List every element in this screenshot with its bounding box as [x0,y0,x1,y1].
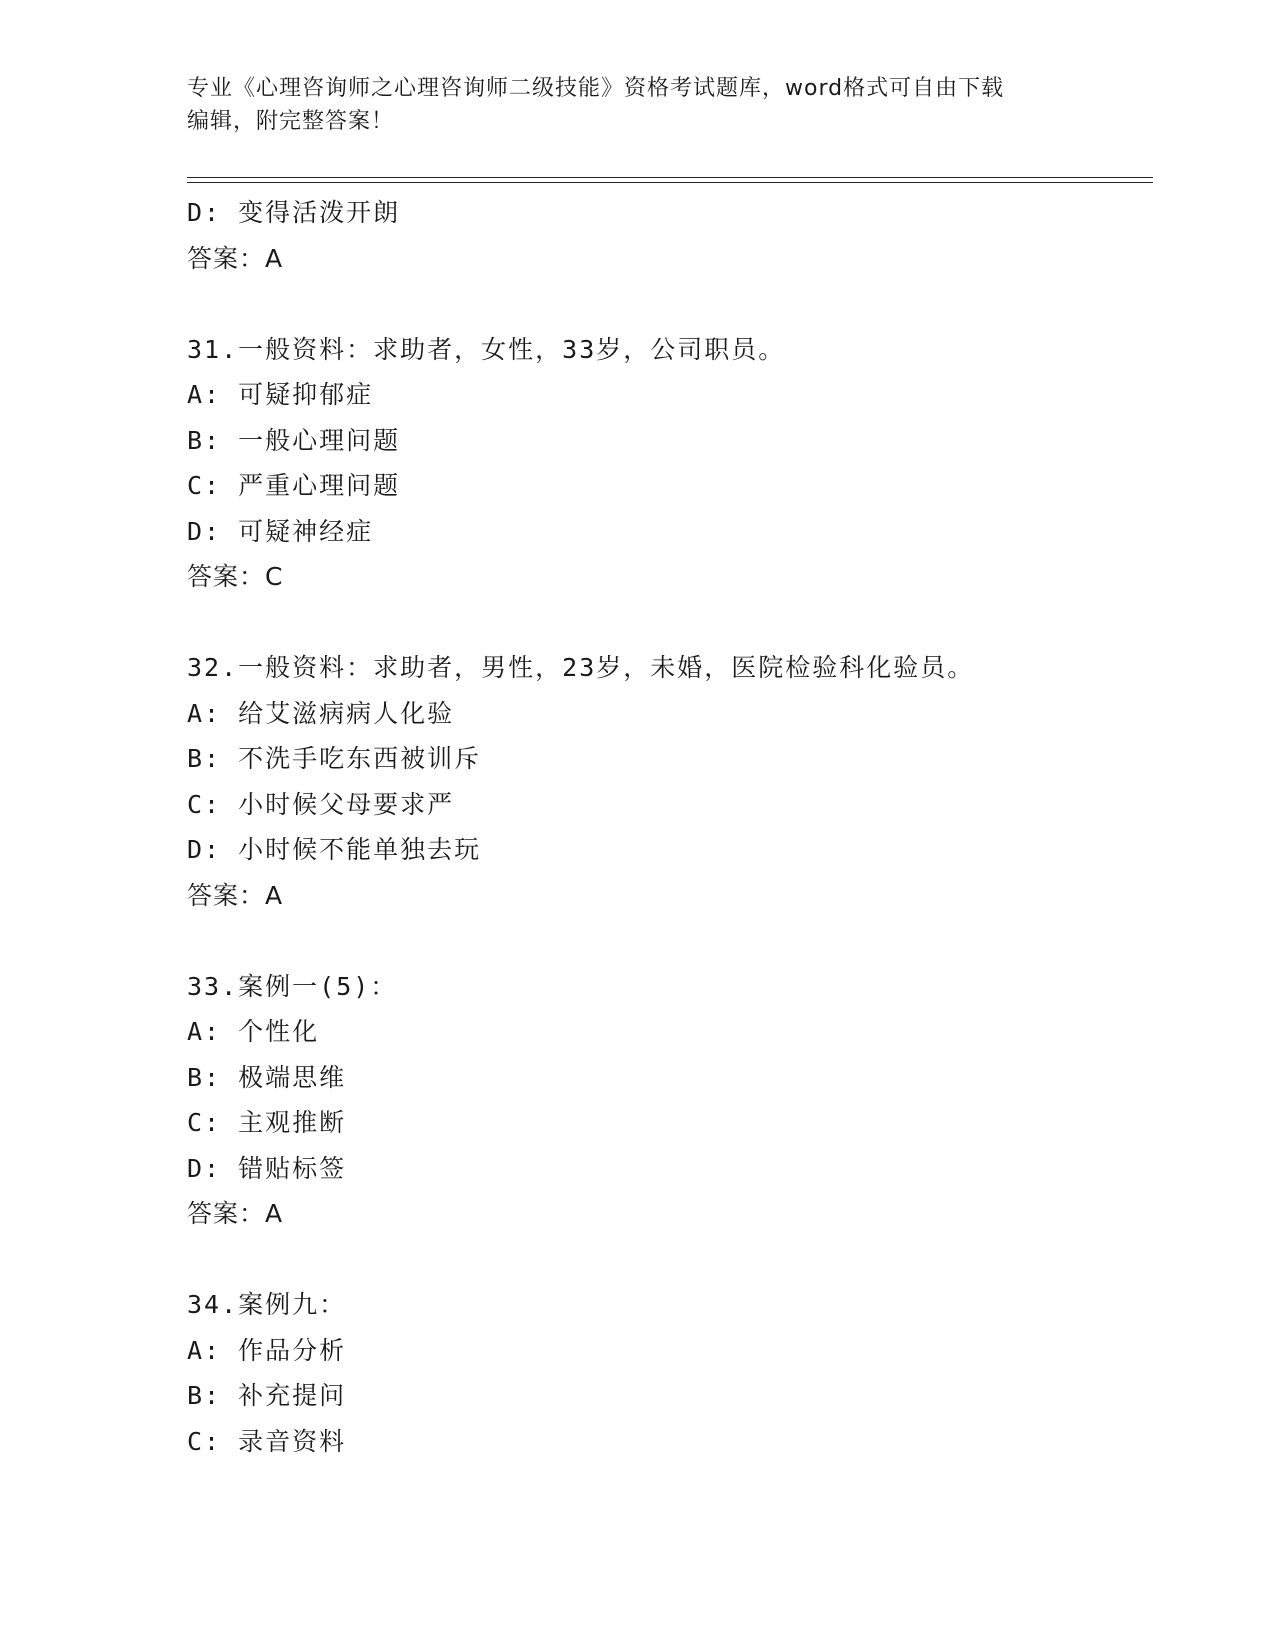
question-stem: 31.一般资料：求助者，女性，33岁，公司职员。 [187,334,786,364]
answer-line: 答案：A [187,880,284,910]
answer-line: 答案：A [187,243,284,273]
question-stem: 34.案例九： [187,1290,347,1319]
answer-line: 答案：C [187,562,284,591]
question-stem: 33.案例一(5)： [187,971,398,1001]
option-b: B: 一般心理问题 [187,425,401,455]
question-34 [187,1282,1153,1464]
question-list [187,190,1153,1464]
option-a: A: 可疑抑郁症 [187,380,374,409]
header-divider [187,177,1153,183]
option-a: A: 个性化 [187,1017,320,1046]
option-c: C: 录音资料 [187,1426,347,1456]
option-c: C: 小时候父母要求严 [187,789,455,819]
header-line-2: 编辑，附完整答案！ [187,109,395,134]
question-31 [187,327,1153,600]
option-d: D: 错贴标签 [187,1153,347,1183]
option-d: D: 变得活泼开朗 [187,198,401,227]
answer-line: 答案：A [187,1199,284,1228]
question-stem: 32.一般资料：求助者，男性，23岁，未婚，医院检验科化验员。 [187,653,975,682]
option-a: A: 作品分析 [187,1335,347,1365]
option-b: B: 极端思维 [187,1062,347,1092]
option-b: B: 不洗手吃东西被训斥 [187,744,482,773]
option-b: B: 补充提问 [187,1381,347,1410]
option-d: D: 可疑神经症 [187,516,374,546]
document-header [187,72,1087,138]
option-a: A: 给艾滋病病人化验 [187,698,455,728]
option-d: D: 小时候不能单独去玩 [187,835,482,864]
question-32 [187,645,1153,918]
header-line-1: 专业《心理咨询师之心理咨询师二级技能》资格考试题库，word格式可自由下载 [187,76,1005,101]
question-33 [187,964,1153,1237]
option-c: C: 主观推断 [187,1108,347,1137]
option-c: C: 严重心理问题 [187,471,401,500]
